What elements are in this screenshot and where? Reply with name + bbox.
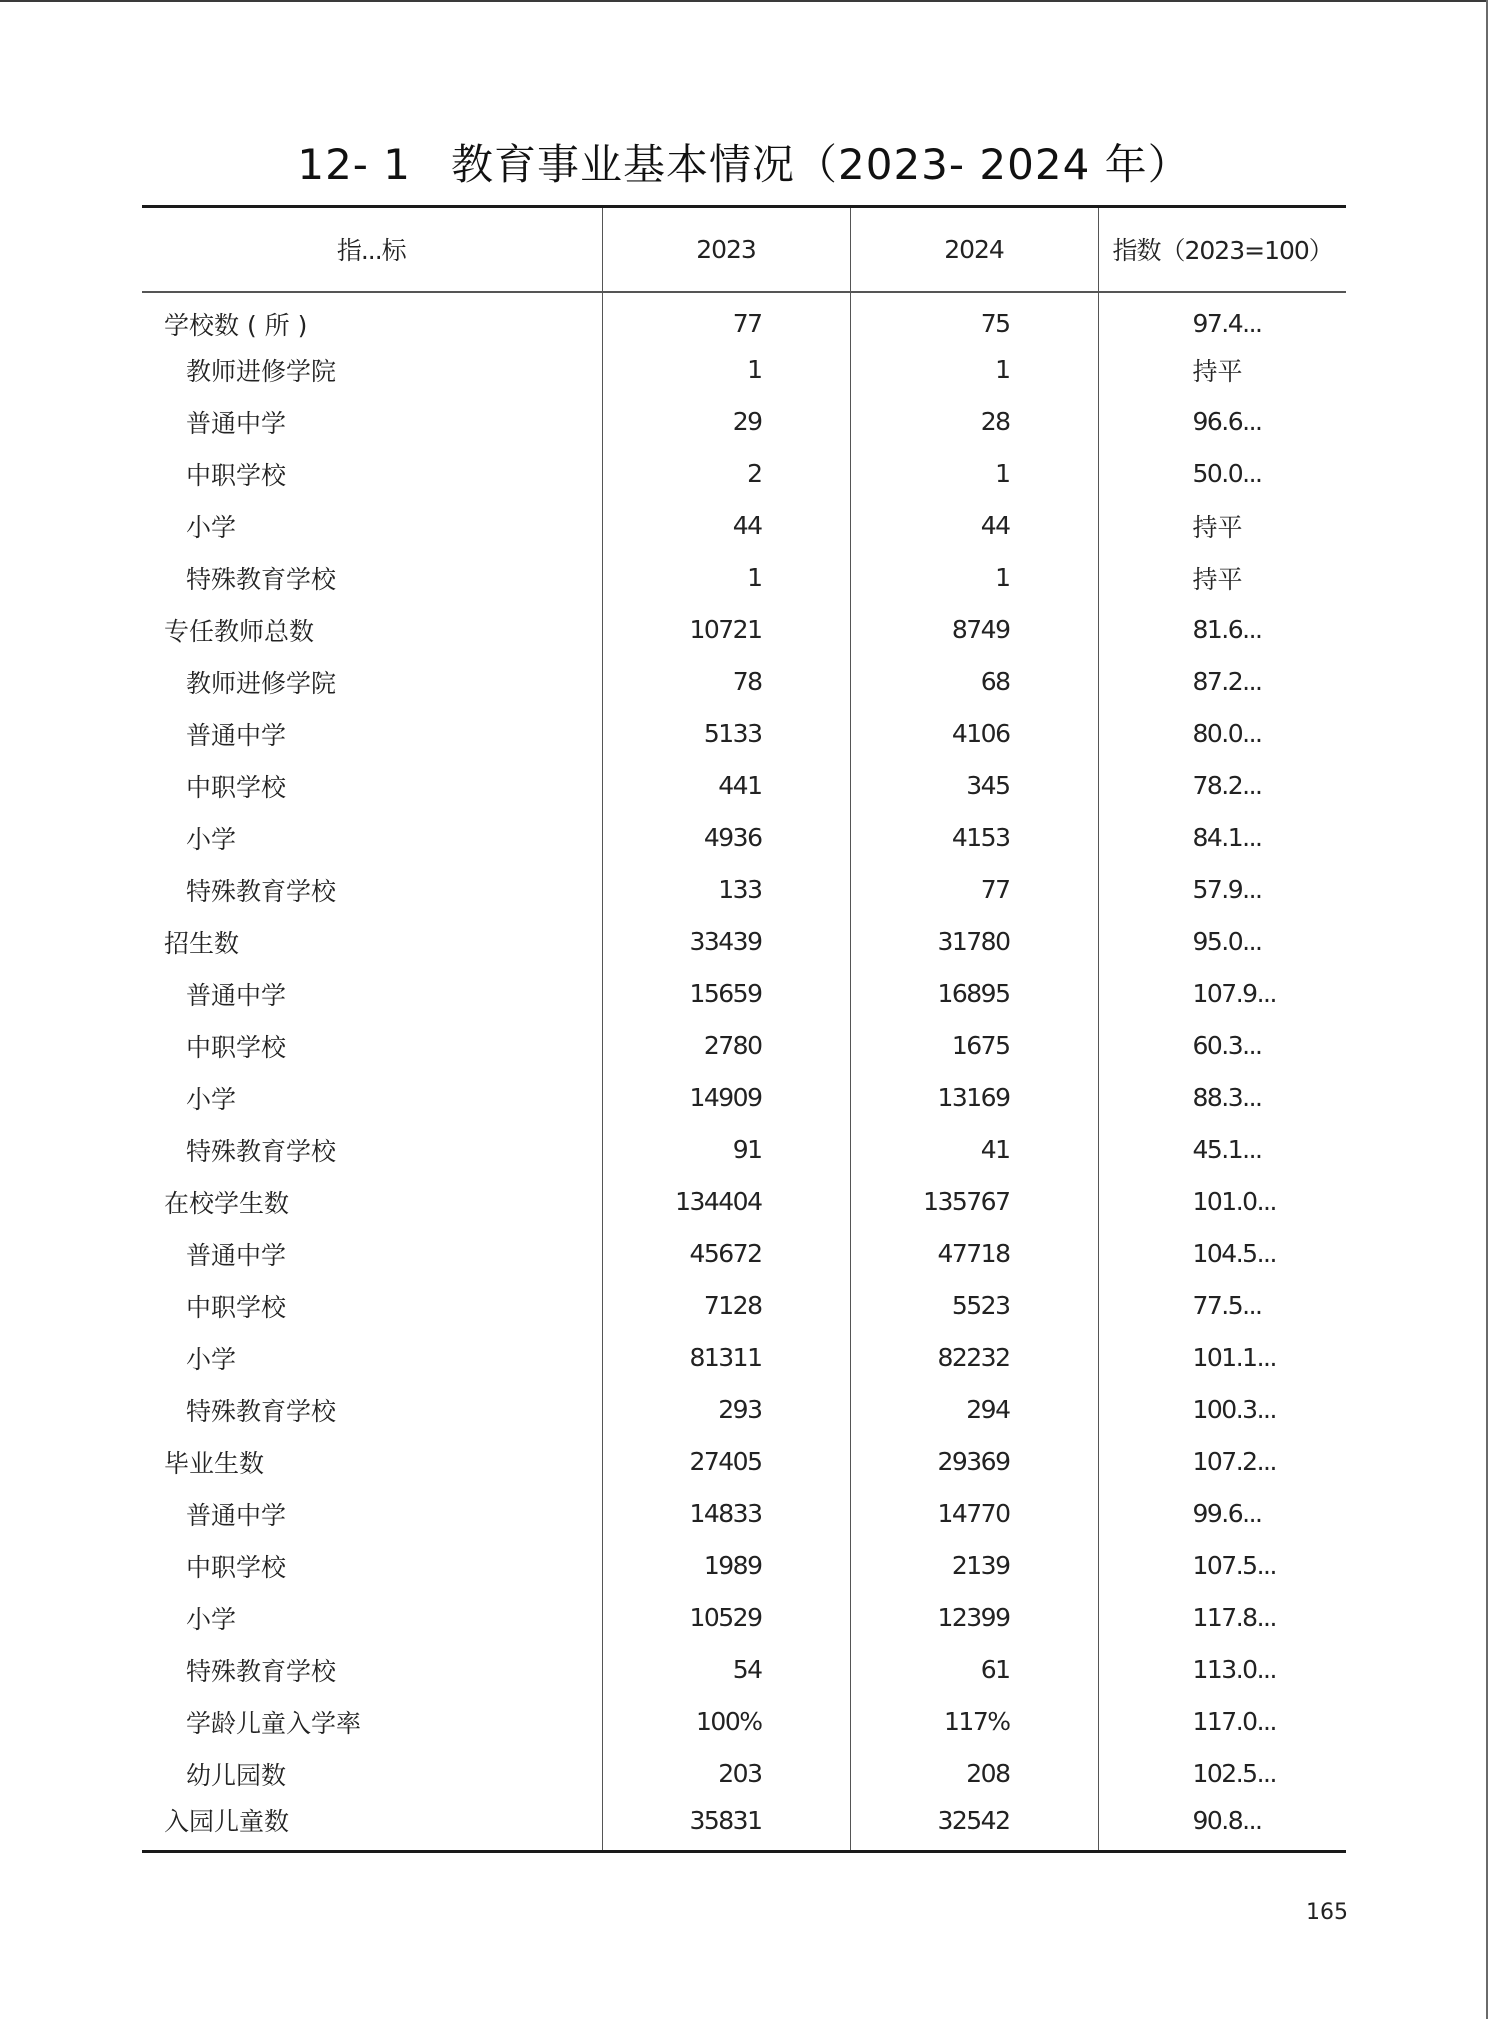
value-2024: 13169 bbox=[850, 1072, 1098, 1124]
value-2024: 61 bbox=[850, 1644, 1098, 1696]
value-2024: 28 bbox=[850, 396, 1098, 448]
row-label: 特殊教育学校 bbox=[186, 1396, 337, 1426]
value-2023: 29 bbox=[602, 396, 850, 448]
value-2024: 8749 bbox=[850, 604, 1098, 656]
value-2024: 75 bbox=[850, 292, 1098, 344]
table-row bbox=[142, 552, 1346, 604]
value-2023: 27405 bbox=[602, 1436, 850, 1488]
row-label: 学校数 ( 所 ) bbox=[164, 310, 308, 340]
index-value: 90.8... bbox=[1098, 1800, 1346, 1852]
row-label: 普通中学 bbox=[186, 980, 287, 1010]
table-row bbox=[142, 1644, 1346, 1696]
index-value: 60.3... bbox=[1098, 1020, 1346, 1072]
page-title bbox=[0, 132, 1488, 192]
row-label: 毕业生数 bbox=[164, 1448, 265, 1478]
table-row bbox=[142, 1072, 1346, 1124]
row-label: 特殊教育学校 bbox=[186, 1136, 337, 1166]
row-label: 普通中学 bbox=[186, 720, 287, 750]
value-2023: 2780 bbox=[602, 1020, 850, 1072]
index-value: 117.0... bbox=[1098, 1696, 1346, 1748]
index-value: 102.5... bbox=[1098, 1748, 1346, 1800]
table-row bbox=[142, 292, 1346, 344]
page-number: 165 bbox=[1306, 1900, 1348, 1925]
value-2023: 4936 bbox=[602, 812, 850, 864]
value-2023: 5133 bbox=[602, 708, 850, 760]
value-2023: 2 bbox=[602, 448, 850, 500]
row-label: 小学 bbox=[186, 1084, 237, 1114]
index-value: 101.0... bbox=[1098, 1176, 1346, 1228]
table-row bbox=[142, 1800, 1346, 1852]
table-title-text: 教育事业基本情况（2023- 2024 年） bbox=[451, 140, 1191, 189]
value-2024: 77 bbox=[850, 864, 1098, 916]
table-row bbox=[142, 1540, 1346, 1592]
value-2023: 78 bbox=[602, 656, 850, 708]
value-2023: 91 bbox=[602, 1124, 850, 1176]
table-row bbox=[142, 448, 1346, 500]
value-2023: 45672 bbox=[602, 1228, 850, 1280]
value-2024: 44 bbox=[850, 500, 1098, 552]
value-2023: 1 bbox=[602, 344, 850, 396]
index-value: 107.9... bbox=[1098, 968, 1346, 1020]
table-body bbox=[142, 292, 1346, 1852]
row-label: 招生数 bbox=[164, 928, 240, 958]
index-value: 100.3... bbox=[1098, 1384, 1346, 1436]
table-row bbox=[142, 1280, 1346, 1332]
value-2024: 14770 bbox=[850, 1488, 1098, 1540]
row-label: 特殊教育学校 bbox=[186, 564, 337, 594]
value-2023: 15659 bbox=[602, 968, 850, 1020]
row-label: 中职学校 bbox=[186, 772, 287, 802]
table-row bbox=[142, 1592, 1346, 1644]
row-label: 在校学生数 bbox=[164, 1188, 290, 1218]
page-top-border bbox=[0, 0, 1488, 2]
row-label: 专任教师总数 bbox=[164, 616, 315, 646]
value-2024: 5523 bbox=[850, 1280, 1098, 1332]
index-value: 101.1... bbox=[1098, 1332, 1346, 1384]
index-value: 78.2... bbox=[1098, 760, 1346, 812]
index-value: 113.0... bbox=[1098, 1644, 1346, 1696]
table-row bbox=[142, 1696, 1346, 1748]
row-label: 教师进修学院 bbox=[186, 668, 337, 698]
table-row bbox=[142, 500, 1346, 552]
value-2024: 208 bbox=[850, 1748, 1098, 1800]
index-value: 97.4... bbox=[1098, 292, 1346, 344]
value-2024: 294 bbox=[850, 1384, 1098, 1436]
row-label: 入园儿童数 bbox=[142, 1800, 602, 1852]
value-2024: 47718 bbox=[850, 1228, 1098, 1280]
value-2024: 1 bbox=[850, 344, 1098, 396]
index-value: 104.5... bbox=[1098, 1228, 1346, 1280]
value-2023: 10529 bbox=[602, 1592, 850, 1644]
index-value: 99.6... bbox=[1098, 1488, 1346, 1540]
row-label: 普通中学 bbox=[186, 1240, 287, 1270]
value-2024: 1 bbox=[850, 552, 1098, 604]
index-value: 117.8... bbox=[1098, 1592, 1346, 1644]
table-row bbox=[142, 1332, 1346, 1384]
value-2023: 77 bbox=[602, 292, 850, 344]
value-2023: 134404 bbox=[602, 1176, 850, 1228]
row-label: 小学 bbox=[186, 512, 237, 542]
index-value: 96.6... bbox=[1098, 396, 1346, 448]
index-value: 87.2... bbox=[1098, 656, 1346, 708]
value-2023: 14833 bbox=[602, 1488, 850, 1540]
table-row bbox=[142, 708, 1346, 760]
value-2023: 203 bbox=[602, 1748, 850, 1800]
index-value: 45.1... bbox=[1098, 1124, 1346, 1176]
table-row bbox=[142, 864, 1346, 916]
value-2024: 4153 bbox=[850, 812, 1098, 864]
table-row bbox=[142, 916, 1346, 968]
value-2023: 133 bbox=[602, 864, 850, 916]
value-2023: 44 bbox=[602, 500, 850, 552]
header-2024: 2024 bbox=[850, 207, 1098, 292]
row-label: 中职学校 bbox=[186, 1032, 287, 1062]
value-2024: 1 bbox=[850, 448, 1098, 500]
index-value: 81.6... bbox=[1098, 604, 1346, 656]
index-value: 57.9... bbox=[1098, 864, 1346, 916]
header-index: 指数（2023=100） bbox=[1098, 207, 1346, 292]
index-value: 84.1... bbox=[1098, 812, 1346, 864]
row-label: 中职学校 bbox=[186, 1552, 287, 1582]
value-2024: 4106 bbox=[850, 708, 1098, 760]
value-2024: 29369 bbox=[850, 1436, 1098, 1488]
table-row bbox=[142, 1176, 1346, 1228]
row-label: 小学 bbox=[186, 824, 237, 854]
table-row bbox=[142, 968, 1346, 1020]
value-2023: 441 bbox=[602, 760, 850, 812]
index-value: 持平 bbox=[1098, 500, 1346, 552]
index-value: 持平 bbox=[1098, 344, 1346, 396]
table-row bbox=[142, 656, 1346, 708]
index-value: 77.5... bbox=[1098, 1280, 1346, 1332]
index-value: 持平 bbox=[1098, 552, 1346, 604]
table-row bbox=[142, 1436, 1346, 1488]
value-2024: 117% bbox=[850, 1696, 1098, 1748]
table-row bbox=[142, 760, 1346, 812]
row-label: 特殊教育学校 bbox=[186, 876, 337, 906]
row-label: 中职学校 bbox=[186, 460, 287, 490]
value-2023: 293 bbox=[602, 1384, 850, 1436]
value-2023: 10721 bbox=[602, 604, 850, 656]
table-row bbox=[142, 812, 1346, 864]
header-2023: 2023 bbox=[602, 207, 850, 292]
value-2024: 41 bbox=[850, 1124, 1098, 1176]
value-2024: 16895 bbox=[850, 968, 1098, 1020]
table-number: 12- 1 bbox=[297, 140, 412, 189]
table-row bbox=[142, 396, 1346, 448]
index-value: 107.2... bbox=[1098, 1436, 1346, 1488]
index-value: 95.0... bbox=[1098, 916, 1346, 968]
value-2023: 14909 bbox=[602, 1072, 850, 1124]
row-label: 幼儿园数 bbox=[186, 1760, 287, 1790]
value-2023: 100% bbox=[602, 1696, 850, 1748]
value-2023: 54 bbox=[602, 1644, 850, 1696]
value-2024: 31780 bbox=[850, 916, 1098, 968]
value-2023: 81311 bbox=[602, 1332, 850, 1384]
table-row bbox=[142, 1384, 1346, 1436]
value-2023: 1 bbox=[602, 552, 850, 604]
statistics-table-container bbox=[142, 205, 1346, 1853]
value-2024: 82232 bbox=[850, 1332, 1098, 1384]
index-value: 107.5... bbox=[1098, 1540, 1346, 1592]
index-value: 50.0... bbox=[1098, 448, 1346, 500]
value-2024: 135767 bbox=[850, 1176, 1098, 1228]
table-header-row bbox=[142, 207, 1346, 292]
table-row bbox=[142, 1124, 1346, 1176]
index-value: 88.3... bbox=[1098, 1072, 1346, 1124]
row-label: 学龄儿童入学率 bbox=[186, 1708, 362, 1738]
value-2024: 2139 bbox=[850, 1540, 1098, 1592]
value-2023: 33439 bbox=[602, 916, 850, 968]
table-row bbox=[142, 1748, 1346, 1800]
value-2024: 32542 bbox=[850, 1800, 1098, 1852]
value-2023: 35831 bbox=[602, 1800, 850, 1852]
value-2023: 1989 bbox=[602, 1540, 850, 1592]
index-value: 80.0... bbox=[1098, 708, 1346, 760]
row-label: 小学 bbox=[186, 1344, 237, 1374]
table-row bbox=[142, 1020, 1346, 1072]
row-label: 特殊教育学校 bbox=[186, 1656, 337, 1686]
table-row bbox=[142, 1228, 1346, 1280]
value-2024: 1675 bbox=[850, 1020, 1098, 1072]
row-label: 中职学校 bbox=[186, 1292, 287, 1322]
value-2023: 7128 bbox=[602, 1280, 850, 1332]
value-2024: 345 bbox=[850, 760, 1098, 812]
education-statistics-table bbox=[142, 205, 1346, 1853]
value-2024: 12399 bbox=[850, 1592, 1098, 1644]
value-2024: 68 bbox=[850, 656, 1098, 708]
header-indicator: 指...标 bbox=[142, 207, 602, 292]
row-label: 普通中学 bbox=[186, 1500, 287, 1530]
row-label: 教师进修学院 bbox=[186, 356, 337, 386]
table-row bbox=[142, 1488, 1346, 1540]
row-label: 小学 bbox=[186, 1604, 237, 1634]
table-row bbox=[142, 344, 1346, 396]
row-label: 普通中学 bbox=[186, 408, 287, 438]
table-row bbox=[142, 604, 1346, 656]
